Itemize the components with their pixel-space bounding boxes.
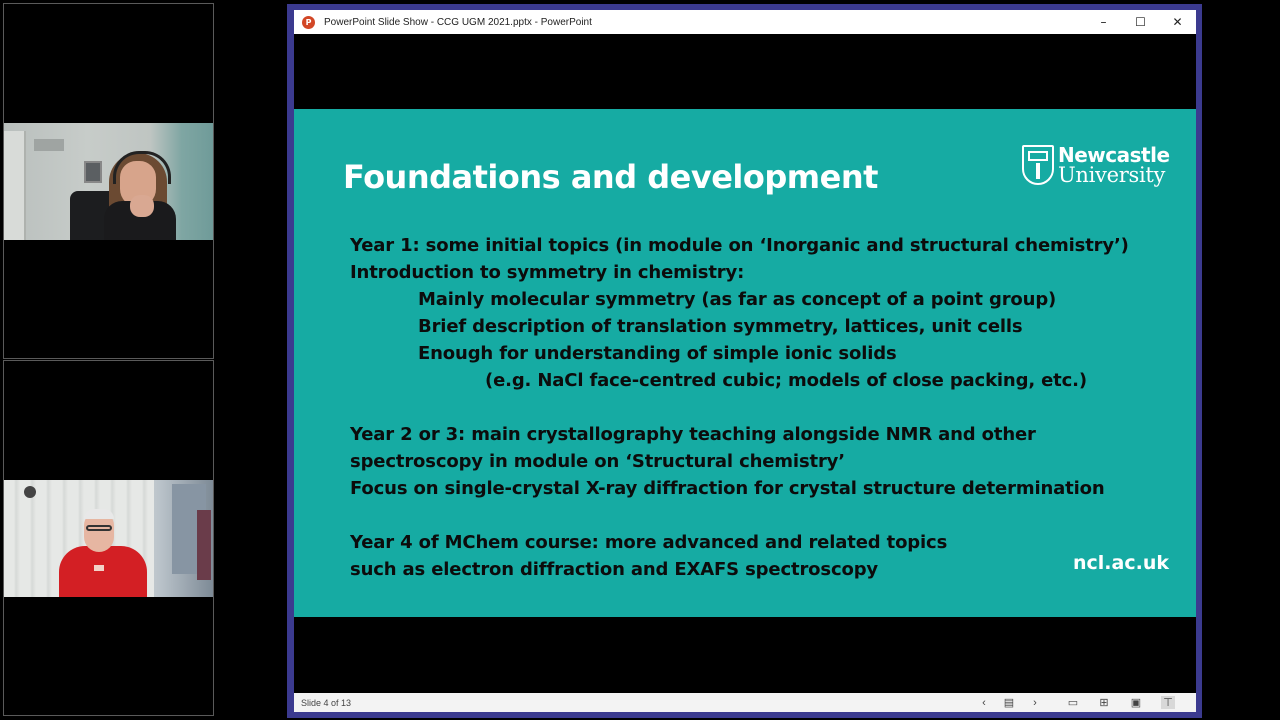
person-body — [59, 546, 147, 597]
logo-line1: Newcastle — [1058, 143, 1170, 167]
person-hands — [130, 195, 154, 217]
reading-view-icon[interactable]: ▣ — [1130, 697, 1142, 709]
ppt-window-frame — [287, 4, 1202, 718]
minimize-button[interactable]: – — [1100, 15, 1107, 29]
participant-panel-2[interactable] — [3, 360, 214, 716]
slide-line: Focus on single-crystal X-ray diffraction for crystal structure determination — [350, 478, 1105, 499]
slide-title: Foundations and development — [343, 158, 878, 196]
previous-icon[interactable]: ‹ — [982, 696, 986, 709]
powerpoint-icon: P — [302, 16, 315, 29]
headset-icon — [113, 151, 171, 184]
participant-video-2[interactable] — [4, 480, 213, 597]
window-titlebar[interactable] — [294, 10, 1196, 34]
slide-line: Brief description of translation symmetry, lattices, unit cells — [418, 316, 1023, 337]
background-door — [4, 131, 26, 240]
ppt-window — [294, 10, 1196, 712]
window-controls — [1085, 10, 1196, 34]
shirt-logo — [94, 565, 104, 571]
person-hair — [84, 509, 114, 519]
participant-panel-1[interactable] — [3, 3, 214, 359]
slide-line: such as electron diffraction and EXAFS spectroscopy — [350, 559, 879, 580]
next-icon[interactable]: › — [1033, 696, 1037, 709]
logo-line2: University — [1058, 163, 1166, 187]
slide-line: spectroscopy in module on ‘Structural chemistry’ — [350, 451, 845, 472]
glasses — [86, 525, 112, 531]
maximize-button[interactable]: ☐ — [1135, 15, 1146, 29]
slide-line: Year 4 of MChem course: more advanced and related topics — [350, 532, 948, 553]
slide-line: (e.g. NaCl face-centred cubic; models of close packing, etc.) — [485, 370, 1087, 391]
slide-line: Year 2 or 3: main crystallography teaching alongside NMR and other — [350, 424, 1036, 445]
slide-menu-icon[interactable]: ▤ — [1003, 697, 1015, 709]
slide-count: Slide 4 of 13 — [301, 698, 352, 708]
crest-icon — [1022, 145, 1054, 185]
clock-icon — [24, 486, 36, 498]
slide-line: Enough for understanding of simple ionic solids — [418, 343, 897, 364]
status-bar — [294, 693, 1196, 712]
slide-line: Mainly molecular symmetry (as far as concept of a point group) — [418, 289, 1057, 310]
slide-line: Year 1: some initial topics (in module on ‘Inorganic and structural chemistry’) — [350, 235, 1129, 256]
footer-url: ncl.ac.uk — [1073, 552, 1169, 574]
university-logo — [1022, 143, 1174, 189]
background-vent — [34, 139, 64, 151]
slide-sorter-icon[interactable]: ⊞ — [1099, 697, 1109, 709]
participant-video-1[interactable] — [4, 123, 213, 240]
background-poster — [197, 510, 211, 580]
window-title: PowerPoint Slide Show - CCG UGM 2021.pptx - PowerPoint — [324, 16, 592, 28]
close-button[interactable]: ✕ — [1172, 15, 1183, 29]
background-frame — [84, 161, 102, 183]
slideshow-icon[interactable]: ⊤ — [1161, 696, 1175, 709]
normal-view-icon[interactable]: ▭ — [1067, 697, 1079, 709]
slide-line: Introduction to symmetry in chemistry: — [350, 262, 745, 283]
slide[interactable] — [294, 109, 1196, 617]
